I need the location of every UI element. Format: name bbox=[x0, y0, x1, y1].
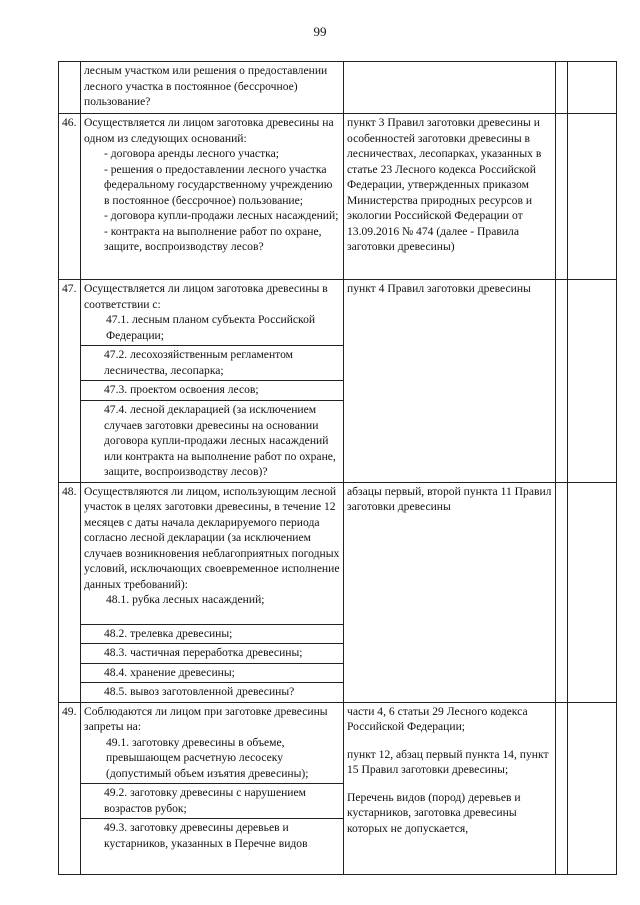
empty-cell bbox=[556, 280, 568, 483]
sub-question-cell bbox=[81, 819, 344, 875]
sub-item: 49.1. заготовку древесины в объеме, превышающем расчетную лесосеку (допустимый объем изъятия древесины); bbox=[106, 735, 309, 780]
sub-question-cell bbox=[81, 381, 344, 401]
table-row bbox=[59, 280, 617, 346]
reference-cell: пункт 3 Правил заготовки древесины и особенностей заготовки древесины в лесничествах, лесопарках, указанных в статье 23 Лесного кодекса Российской Федерации, утвержденных приказом Министерства природных ресурсов и экологии Российской Федерации от 13.09.2016 № 474 (далее - Правила заготовки древесины) bbox=[344, 114, 556, 280]
sub-item: 48.5. вывоз заготовленной древесины? bbox=[104, 685, 295, 698]
table-row bbox=[59, 482, 617, 624]
sub-question-cell bbox=[81, 401, 344, 483]
empty-cell bbox=[568, 702, 617, 875]
question-cell bbox=[81, 62, 344, 114]
sub-question-cell bbox=[81, 784, 344, 819]
sub-question-cell bbox=[81, 663, 344, 683]
sub-question-cell bbox=[81, 683, 344, 703]
reference-text: части 4, 6 статьи 29 Лесного кодекса Российской Федерации; bbox=[347, 704, 528, 733]
empty-cell bbox=[556, 482, 568, 702]
row-number-cell: 46. bbox=[59, 114, 81, 280]
sub-item: 49.3. заготовку древесины деревьев и кустарников, указанных в Перечне видов bbox=[104, 821, 308, 850]
empty-cell bbox=[568, 280, 617, 483]
question-cell bbox=[81, 114, 344, 280]
question-intro: Осуществляются ли лицом, использующим лесной участок в целях заготовки древесины, в течение 12 месяцев с даты начала декларируемого периода согласно лесной декларации (за исключением случаев возникновения неблагоприятных погодных условий, исключающих своевременное исполнение данных требований): bbox=[84, 484, 340, 591]
question-intro: Осуществляется ли лицом заготовка древесины в соответствии с: bbox=[84, 282, 328, 311]
row-number-cell: 48. bbox=[59, 482, 81, 702]
row-number-cell: 47. bbox=[59, 280, 81, 483]
sub-item: 48.1. рубка лесных насаждений; bbox=[106, 593, 265, 606]
table-row bbox=[59, 702, 617, 784]
basis-item: - договора купли-продажи лесных насаждений; bbox=[104, 209, 339, 222]
sub-item: 47.1. лесным планом субъекта Российской Федерации; bbox=[106, 313, 316, 342]
table-row bbox=[59, 62, 617, 114]
page-number: 99 bbox=[313, 24, 327, 39]
empty-cell bbox=[568, 482, 617, 702]
sub-item: 47.2. лесохозяйственным регламентом лесничества, лесопарка; bbox=[104, 348, 293, 377]
reference-text: Перечень видов (пород) деревьев и кустарников, заготовка древесины которых не допускается, bbox=[347, 790, 521, 835]
sub-item: 47.4. лесной декларацией (за исключением случаев заготовки древесины на основании договора купли-продажи лесных насаждений или контракта на выполнение работ по охране, защите, воспроизводству лесов)? bbox=[104, 403, 336, 478]
checklist-table bbox=[58, 61, 617, 875]
question-intro: Соблюдаются ли лицом при заготовке древесины запреты на: bbox=[84, 704, 328, 733]
basis-item: - договора аренды лесного участка; bbox=[104, 147, 279, 160]
sub-item: 48.3. частичная переработка древесины; bbox=[104, 646, 303, 659]
reference-cell: пункт 4 Правил заготовки древесины bbox=[344, 280, 556, 483]
table-row bbox=[59, 114, 617, 280]
question-text: лесным участком или решения о предоставлении лесного участка в постоянное (бессрочное) пользование? bbox=[84, 64, 328, 108]
basis-item: - решения о предоставлении лесного участка федеральному государственному учреждению в постоянное (бессрочное) пользование; bbox=[104, 162, 333, 207]
sub-question-cell bbox=[81, 346, 344, 381]
question-cell bbox=[81, 702, 344, 784]
empty-cell bbox=[568, 62, 617, 114]
question-cell bbox=[81, 482, 344, 624]
empty-cell bbox=[556, 62, 568, 114]
reference-cell bbox=[344, 702, 556, 875]
row-number-cell bbox=[59, 62, 81, 114]
empty-cell bbox=[556, 702, 568, 875]
empty-cell bbox=[568, 114, 617, 280]
sub-item: 48.2. трелевка древесины; bbox=[104, 626, 233, 640]
sub-item: 49.2. заготовку древесины с нарушением возрастов рубок; bbox=[104, 786, 306, 815]
sub-item: 47.3. проектом освоения лесов; bbox=[104, 383, 259, 396]
question-cell bbox=[81, 280, 344, 346]
reference-cell bbox=[344, 62, 556, 114]
sub-question-cell bbox=[81, 644, 344, 664]
basis-item: - контракта на выполнение работ по охране, защите, воспроизводству лесов? bbox=[104, 224, 322, 253]
row-number-cell: 49. bbox=[59, 702, 81, 875]
sub-item: 48.4. хранение древесины; bbox=[104, 665, 235, 679]
empty-cell bbox=[556, 114, 568, 280]
reference-cell: абзацы первый, второй пункта 11 Правил заготовки древесины bbox=[344, 482, 556, 702]
question-intro: Осуществляется ли лицом заготовка древесины на одном из следующих оснований: bbox=[84, 116, 334, 145]
sub-question-cell bbox=[81, 624, 344, 644]
reference-text: пункт 12, абзац первый пункта 14, пункт 15 Правил заготовки древесины; bbox=[347, 747, 549, 776]
